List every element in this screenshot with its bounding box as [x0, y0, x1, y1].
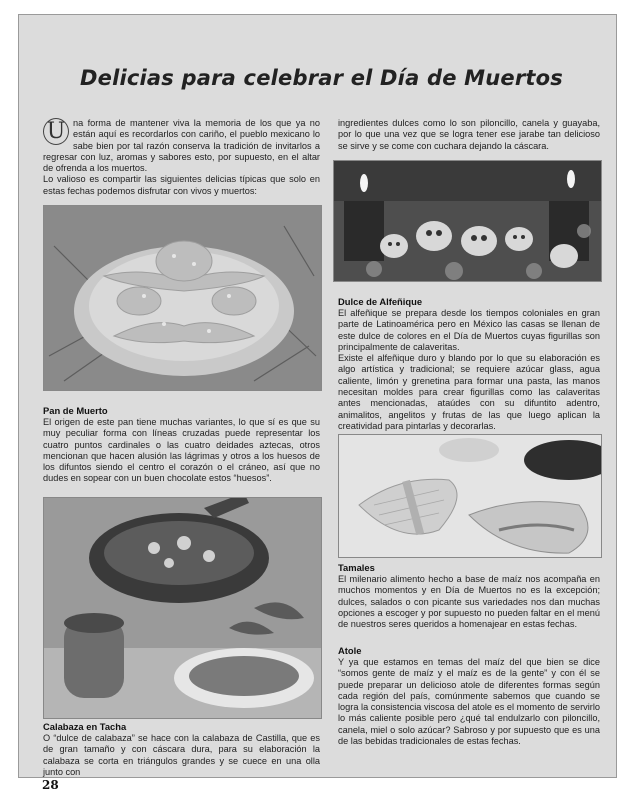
- calabaza-continuation-text: ingredientes dulces como lo son piloncillo, canela y guayaba, por lo que una vez que se logra tener ese jarabe tan delicioso se sirve y se come con cuchara dejando la cáscara.: [338, 118, 600, 151]
- calabaza-section: [43, 721, 320, 778]
- altar-alfenique-photo: [333, 160, 602, 282]
- calabaza-heading: Calabaza en Tacha: [43, 721, 127, 732]
- alfenique-body-1: El alfeñique se prepara desde los tiempos coloniales en gran parte de Latinoamérica pero en México las casas se llenan de este dulce de colores en el Día de Muertos cuyas figurillas son principalmente de calaveritas.: [338, 308, 600, 352]
- pan-de-muerto-photo: [43, 205, 322, 391]
- calabaza-continuation: [338, 118, 600, 152]
- pan-de-muerto-section: [43, 405, 320, 485]
- intro-paragraph: na forma de mantener viva la memoria de los que ya no están aquí es recordarlos con cariño, el pueblo mexicano lo sabe bien por tal razón conserva la tradición de invitarlos a regresar con luz, aromas y sabores esto, por supuesto, en el altar de ofrenda a los muertos.: [43, 118, 320, 174]
- page-number: 28: [42, 778, 59, 792]
- atole-section: [338, 645, 600, 747]
- alfenique-section: [338, 296, 600, 432]
- tamales-body: El milenario alimento hecho a base de maíz nos acompaña en muchos momentos y en Día de Muertos no es la excepción; dulces, salados o con picante sus variedades nos dan muchas opciones a escoger y por supuesto no pueden faltar en el menú de nuestros seres queridos a homenajear en estas fechas.: [338, 574, 600, 630]
- atole-body: Y ya que estamos en temas del maíz del que bien se dice “somos gente de maíz y el maíz es de la gente” y con él se puede preparar un delicioso atole de diferentes formas según cada región del país, comúnmente sabemos que cuando se logra la consistencia viscosa del atole es el momento de servirlo lo más caliente posible pero ¿qué tal endulzarlo con piloncillo, canela, miel o solo azúcar? Sabroso y por supuesto que es una de las bebidas tradicionales de estas fechas.: [338, 657, 600, 747]
- page-title: Delicias para celebrar el Día de Muertos: [80, 66, 563, 90]
- alfenique-body-2: Existe el alfeñique duro y blando por lo que su elaboración es algo artística y tradicional; se requiere azúcar glass, agua caliente, limón y grenetina para formar una pasta, las manos necesitan moldes para crear figurillas como las calaveritas antes mencionadas, ataúdes con su difuntito adentro, animalitos, angelitos y frutas de las que luego aplican la creatividad para pintarlas y decorarlas.: [338, 353, 600, 431]
- calabaza-body: O “dulce de calabaza” se hace con la calabaza de Castilla, que es de gran tamaño y con cáscara dura, para su elaboración la calabaza se corta en triángulos grandes y se cuece en una olla junto con: [43, 733, 320, 777]
- pan-de-muerto-body: El origen de este pan tiene muchas variantes, lo que sí es que su muy peculiar forma con líneas cruzadas puede representar los cuatro puntos cardinales o las cuatro deidades aztecas, otros mencionan que hacen alusión las lágrimas y otros a los huesos de los difuntos siendo el centro el corazón o el cráneo, así que no dudes en sopear con un buen chocolate estos “huesos”.: [43, 417, 320, 484]
- atole-heading: Atole: [338, 645, 362, 656]
- alfenique-heading: Dulce de Alfeñique: [338, 296, 423, 307]
- tamales-heading: Tamales: [338, 562, 375, 573]
- intro-block: [43, 118, 320, 197]
- pan-de-muerto-heading: Pan de Muerto: [43, 405, 108, 416]
- dropcap-letter: U: [43, 118, 69, 145]
- tamales-section: [338, 562, 600, 630]
- calabaza-en-tacha-photo: [43, 497, 322, 719]
- intro-lead-paragraph: Lo valioso es compartir las siguientes delicias típicas que solo en estas fechas podemos disfrutar con vivos y muertos:: [43, 174, 320, 196]
- tamales-photo: [338, 434, 602, 558]
